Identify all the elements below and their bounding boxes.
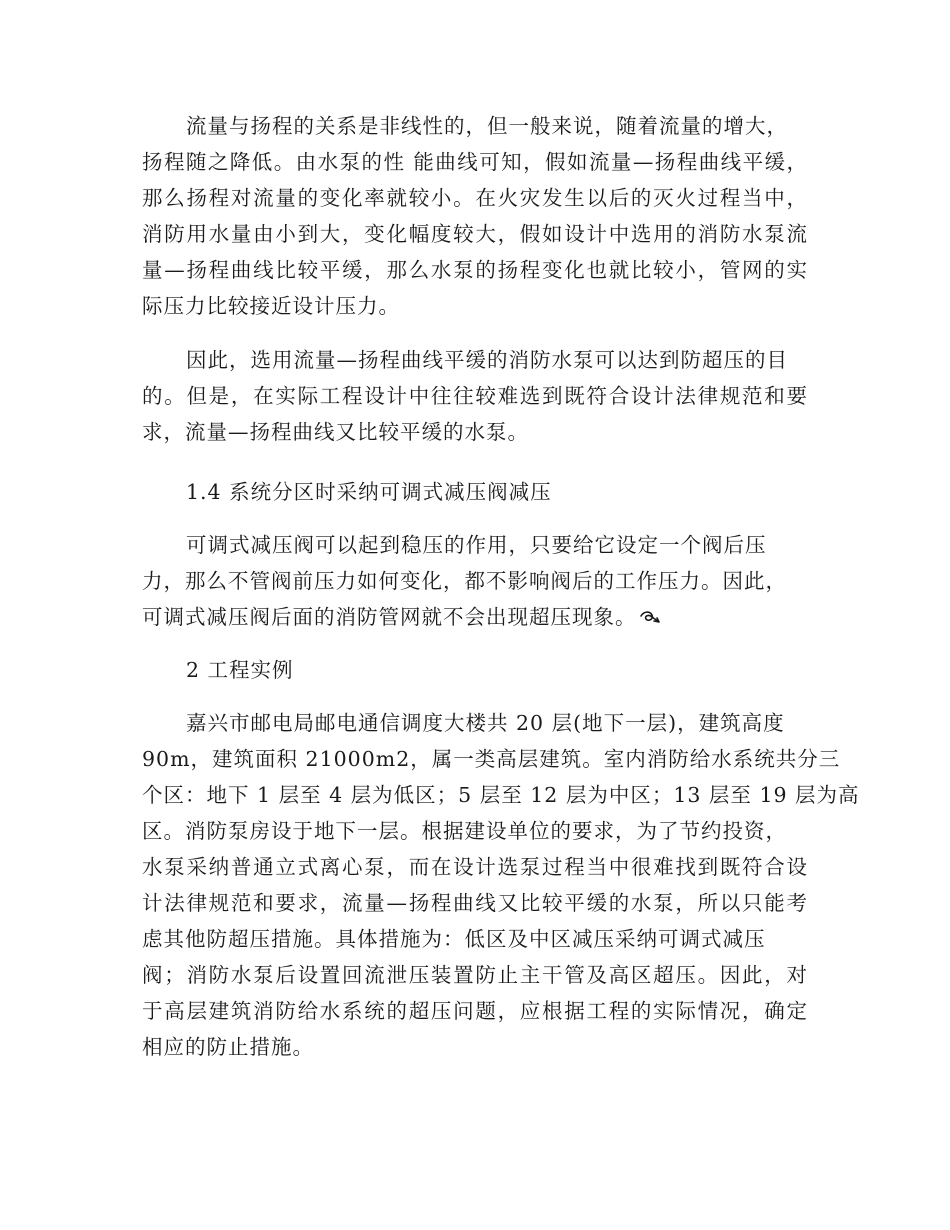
text-line: 90m，建筑面积 21000m2，属一类高层建筑。室内消防给水系统共分三 (142, 747, 841, 771)
section-heading: 1.4 系统分区时采纳可调式减压阀减压 (186, 480, 552, 504)
text-line: 那么扬程对流量的变化率就较小。在火灾发生以后的灭火过程当中， (142, 186, 808, 210)
text-line (142, 599, 808, 635)
text-line: 消防用水量由小到大，变化幅度较大，假如设计中选用的消防水泵流 (142, 222, 808, 246)
text-line: 区。消防泵房设于地下一层。根据建设单位的要求，为了节约投资， (142, 819, 787, 843)
paragraph-pressure-valve (142, 527, 808, 635)
text-line: 阀；消防水泵后设置回流泄压装置防止主干管及高区超压。因此，对 (142, 963, 808, 987)
text-line: 可调式减压阀可以起到稳压的作用，只要给它设定一个阀后压 (186, 533, 767, 557)
text-line: 虑其他防超压措施。具体措施为：低区及中区减压采纳可调式减压 (142, 927, 766, 951)
text-line: 嘉兴市邮电局邮电通信调度大楼共 20 层(地下一层)，建筑高度 (186, 711, 785, 735)
text-line: 因此，选用流量—扬程曲线平缓的消防水泵可以达到防超压的目 (186, 348, 788, 372)
text-line: 际压力比较接近设计压力。 (142, 294, 400, 318)
text-line: 力，那么不管阀前压力如何变化，都不影响阀后的工作压力。因此， (142, 569, 787, 593)
text-line: 个区：地下 1 层至 4 层为低区；5 层至 12 层为中区；13 层至 19 层为高 (142, 783, 860, 807)
section-heading-1-4 (142, 474, 808, 510)
paragraph-pump-selection (142, 342, 808, 450)
text-line: 量—扬程曲线比较平缓，那么水泵的扬程变化也就比较小，管网的实 (142, 258, 808, 282)
text-line: 计法律规范和要求，流量—扬程曲线又比较平缓的水泵，所以只能考 (142, 891, 808, 915)
text-line: 于高层建筑消防给水系统的超压问题，应根据工程的实际情况，确定 (142, 999, 808, 1023)
section-heading-2 (142, 652, 808, 688)
paragraph-flow-head-relation (142, 108, 808, 324)
text-line: 的。但是，在实际工程设计中往往较难选到既符合设计法律规范和要 (142, 384, 808, 408)
text-line: 相应的防止措施。 (142, 1035, 314, 1059)
paragraph-engineering-example (142, 705, 860, 1065)
text-line: 水泵采纳普通立式离心泵，而在设计选泵过程当中很难找到既符合设 (142, 855, 808, 879)
text-line: 扬程随之降低。由水泵的性 能曲线可知，假如流量—扬程曲线平缓， (142, 150, 808, 174)
scroll-flourish-icon (639, 610, 661, 626)
section-heading: 2 工程实例 (186, 658, 294, 682)
text-line-content: 可调式减压阀后面的消防管网就不会出现超压现象。 (142, 605, 637, 629)
text-line: 流量与扬程的关系是非线性的，但一般来说，随着流量的增大， (186, 114, 788, 138)
text-line: 求，流量—扬程曲线又比较平缓的水泵。 (142, 420, 529, 444)
